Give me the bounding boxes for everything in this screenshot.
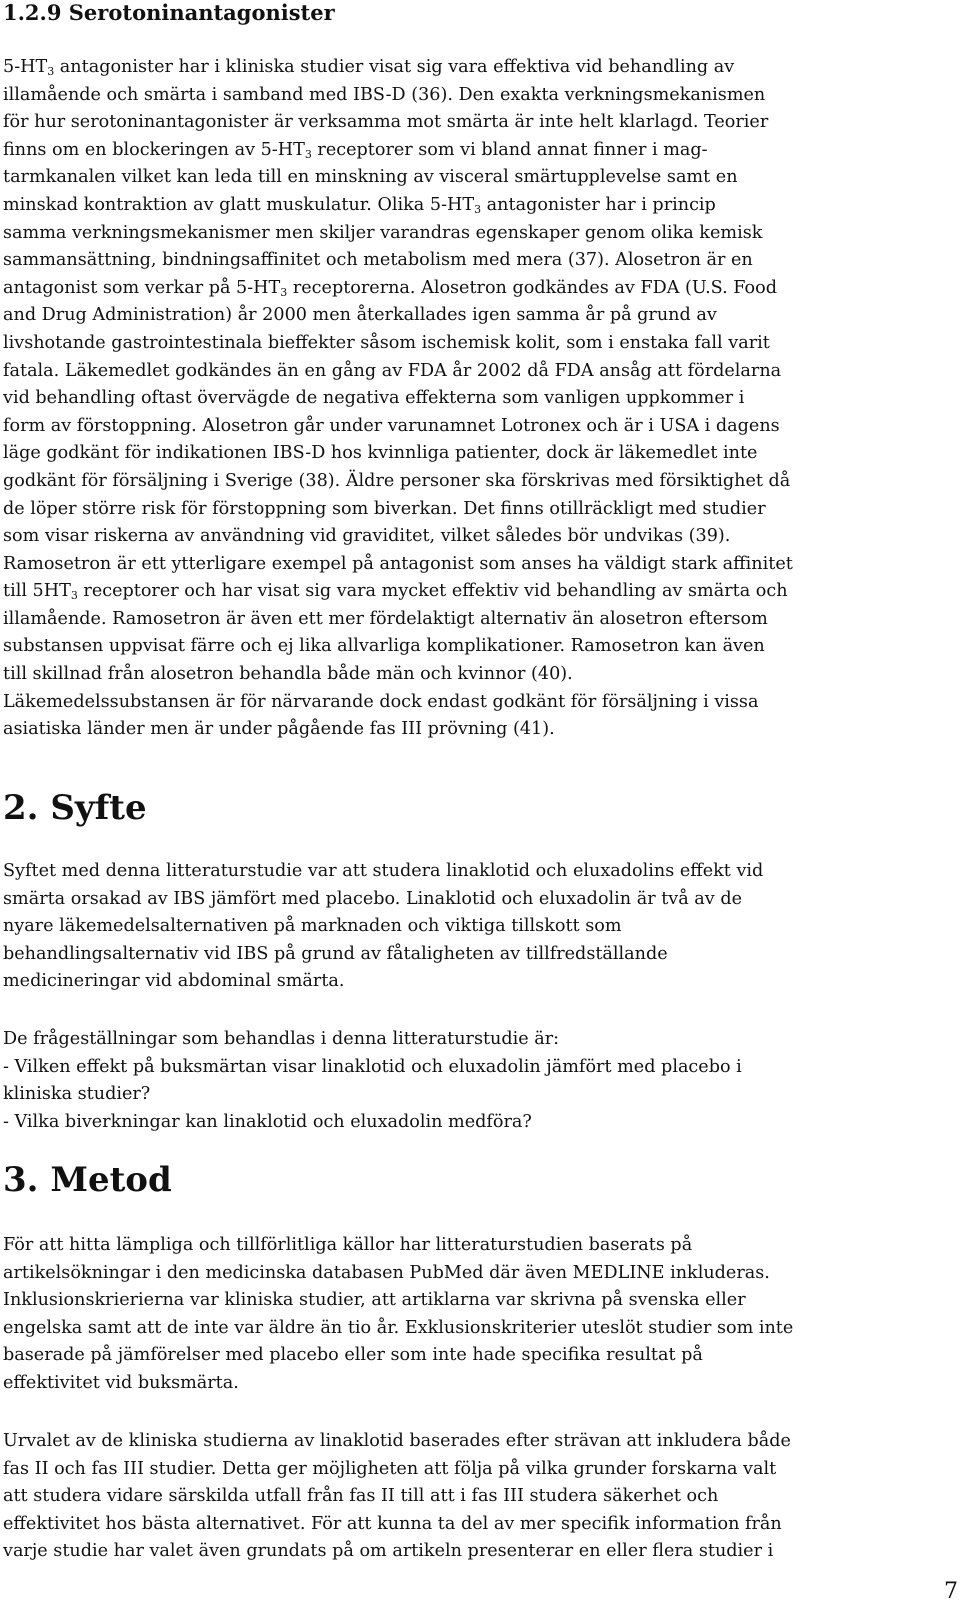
text-line: engelska samt att de inte var äldre än tio år. Exklusionskriterier uteslöt studier som inte <box>3 1317 794 1338</box>
text-line: tarmkanalen vilket kan leda till en minskning av visceral smärtupplevelse samt en <box>3 167 738 188</box>
text-line: samma verkningsmekanismer men skiljer varandras egenskaper genom olika kemisk <box>3 222 763 243</box>
text-line: för hur serotoninantagonister är verksamma mot smärta är inte helt klarlagd. Teorier <box>3 112 769 133</box>
text-line: illamående. Ramosetron är även ett mer fördelaktigt alternativ än alosetron eftersom <box>3 608 768 629</box>
text-line: sammansättning, bindningsaffinitet och metabolism med mera (37). Alosetron är en <box>3 250 753 271</box>
text-line: fas II och fas III studier. Detta ger möjligheten att följa på vilka grunder forskarna valt <box>3 1458 777 1479</box>
paragraph-syfte <box>3 858 763 996</box>
text-line: varje studie har valet även grundats på om artikeln presenterar en eller flera studier i <box>3 1541 774 1562</box>
text-line: - Vilken effekt på buksmärtan visar linaklotid och eluxadolin jämfört med placebo i <box>3 1056 742 1077</box>
paragraph-fragestallningar <box>3 1026 742 1136</box>
paragraph-metod-1 <box>3 1232 793 1398</box>
text-line: effektivitet vid buksmärta. <box>3 1372 239 1393</box>
text-line: Inklusionskrierierna var kliniska studier, att artiklarna var skrivna på svenska eller <box>3 1290 746 1311</box>
text-line: antagonist som verkar på $5-HT_3$ receptorerna. Alosetron godkändes av FDA (U.S. Food <box>3 277 777 299</box>
text-line: som visar riskerna av användning vid graviditet, vilket således bör undvikas (39). <box>3 526 731 547</box>
text-line: $5-HT_3$ antagonister har i kliniska studier visat sig vara effektiva vid behandling av <box>3 57 735 78</box>
text-line: Läkemedelssubstansen är för närvarande dock endast godkänt för försäljning i vissa <box>3 691 759 712</box>
paragraph-metod-2 <box>3 1428 791 1566</box>
text-line: att studera vidare särskilda utfall från fas II till att i fas III studera säkerhet och <box>3 1486 719 1507</box>
text-line: baserade på jämförelser med placebo eller som inte hade specifika resultat på <box>3 1345 703 1366</box>
text-line: livshotande gastrointestinala bieffekter såsom ischemisk kolit, som i enstaka fall varit <box>3 332 770 353</box>
text-line: läge godkänt för indikationen IBS-D hos kvinnliga patienter, dock är läkemedlet inte <box>3 443 758 464</box>
text-line: and Drug Administration) år 2000 men återkallades igen samma år på grund av <box>3 305 717 326</box>
text-line: - Vilka biverkningar kan linaklotid och eluxadolin medföra? <box>3 1111 532 1132</box>
section-heading-syfte: 2. Syfte <box>3 788 147 828</box>
text-line: medicineringar vid abdominal smärta. <box>3 971 345 992</box>
text-line: vid behandling oftast övervägde de negativa effekterna som vanligen uppkommer i <box>3 388 745 409</box>
text-line: effektivitet hos bästa alternativet. För att kunna ta del av mer specifik information från <box>3 1513 782 1534</box>
text-line: kliniska studier? <box>3 1084 151 1105</box>
text-line: fatala. Läkemedlet godkändes än en gång av FDA år 2002 då FDA ansåg att fördelarna <box>3 360 782 381</box>
text-line: Urvalet av de kliniska studierna av linaklotid baserades efter strävan att inkludera både <box>3 1431 791 1451</box>
section-heading-serotoninantagonister: 1.2.9 Serotoninantagonister <box>3 0 335 25</box>
text-line: asiatiska länder men är under pågående fas III prövning (41). <box>3 719 555 740</box>
paragraph-serotoninantagonister <box>3 54 793 744</box>
text-line: smärta orsakad av IBS jämfört med placebo. Linaklotid och eluxadolin är två av de <box>3 888 742 909</box>
text-line: Ramosetron är ett ytterligare exempel på antagonist som anses ha väldigt stark affinitet <box>3 553 793 574</box>
text-line: finns om en blockeringen av $5-HT_3$ receptorer som vi bland annat finner i mag- <box>3 139 708 161</box>
text-line: till $5HT_3$ receptorer och har visat sig vara mycket effektiv vid behandling av smärta och <box>3 581 788 603</box>
text-line: nyare läkemedelsalternativen på marknaden och viktiga tillskott som <box>3 916 622 937</box>
text-line: till skillnad från alosetron behandla både män och kvinnor (40). <box>3 664 573 685</box>
text-line: de löper större risk för förstoppning som biverkan. Det finns otillräckligt med studier <box>3 498 766 519</box>
page-number: 7 <box>944 1579 958 1604</box>
text-line: Syftet med denna litteraturstudie var att studera linaklotid och eluxadolins effekt vid <box>3 861 764 881</box>
text-line: De frågeställningar som behandlas i denna litteraturstudie är: <box>3 1029 560 1049</box>
text-line: artikelsökningar i den medicinska databasen PubMed där även MEDLINE inkluderas. <box>3 1262 770 1283</box>
text-line: form av förstoppning. Alosetron går under varunamnet Lotronex och är i USA i dagens <box>3 415 780 436</box>
text-line: För att hitta lämpliga och tillförlitliga källor har litteraturstudien baserats på <box>3 1235 693 1255</box>
text-line: godkänt för försäljning i Sverige (38). Äldre personer ska förskrivas med försiktighet då <box>3 470 791 491</box>
text-line: minskad kontraktion av glatt muskulatur. Olika $5-HT_3$ antagonister har i princip <box>3 194 716 216</box>
section-heading-metod: 3. Metod <box>3 1160 172 1200</box>
text-line: illamående och smärta i samband med IBS-D (36). Den exakta verkningsmekanismen <box>3 84 766 105</box>
text-line: behandlingsalternativ vid IBS på grund av fåtaligheten av tillfredställande <box>3 943 668 964</box>
text-line: substansen uppvisat färre och ej lika allvarliga komplikationer. Ramosetron kan även <box>3 636 765 657</box>
